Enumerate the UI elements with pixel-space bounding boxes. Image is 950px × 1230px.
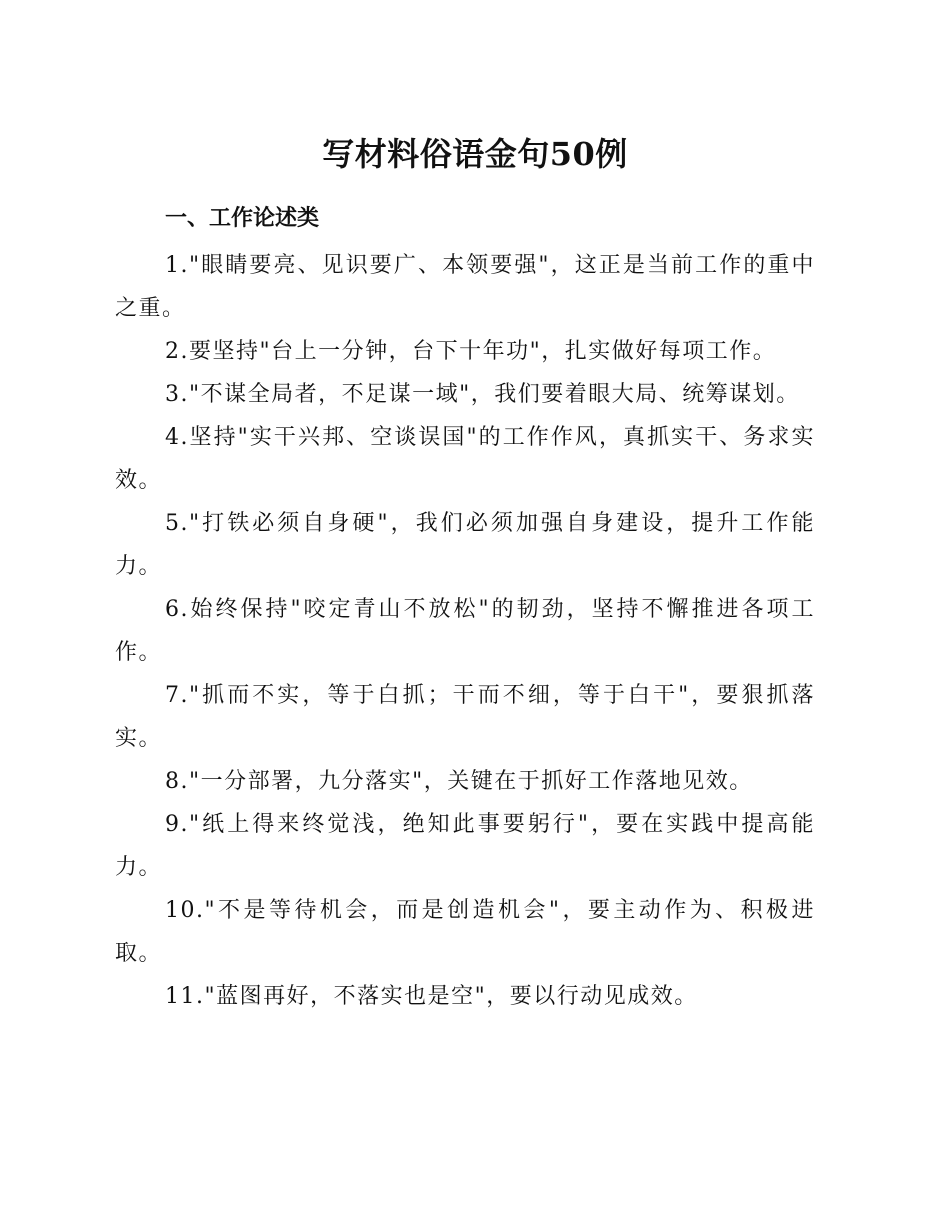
list-item-text: 6.始终保持"咬定青山不放松"的韧劲，坚持不懈推进各项工作。 — [115, 597, 815, 665]
list-item — [115, 330, 815, 373]
list-item-text: 5."打铁必须自身硬"，我们必须加强自身建设，提升工作能力。 — [115, 511, 815, 579]
list-item — [115, 502, 815, 588]
list-item — [115, 975, 815, 1018]
list-item-text: 1."眼睛要亮、见识要广、本领要强"，这正是当前工作的重中之重。 — [115, 253, 815, 321]
list-item — [115, 244, 815, 330]
list-item-text: 4.坚持"实干兴邦、空谈误国"的工作作风，真抓实干、务求实效。 — [115, 425, 815, 493]
list-item-text: 3."不谋全局者，不足谋一域"，我们要着眼大局、统筹谋划。 — [165, 382, 800, 407]
list-item-text: 11."蓝图再好，不落实也是空"，要以行动见成效。 — [165, 984, 698, 1009]
list-item-text: 9."纸上得来终觉浅，绝知此事要躬行"，要在实践中提高能力。 — [115, 812, 815, 880]
quote-list — [115, 244, 815, 1018]
list-item-text: 8."一分部署，九分落实"，关键在于抓好工作落地见效。 — [165, 769, 753, 794]
list-item — [115, 373, 815, 416]
list-item — [115, 416, 815, 502]
list-item — [115, 674, 815, 760]
list-item-text: 7."抓而不实，等于白抓；干而不细，等于白干"，要狠抓落实。 — [115, 683, 815, 751]
list-item — [115, 803, 815, 889]
document-title: 写材料俗语金句50例 — [322, 135, 628, 173]
list-item — [115, 889, 815, 975]
list-item — [115, 760, 815, 803]
list-item-text: 10."不是等待机会，而是创造机会"，要主动作为、积极进取。 — [115, 898, 815, 966]
list-item — [115, 588, 815, 674]
list-item-text: 2.要坚持"台上一分钟，台下十年功"，扎实做好每项工作。 — [165, 339, 777, 364]
section-heading: 一、工作论述类 — [165, 206, 320, 231]
